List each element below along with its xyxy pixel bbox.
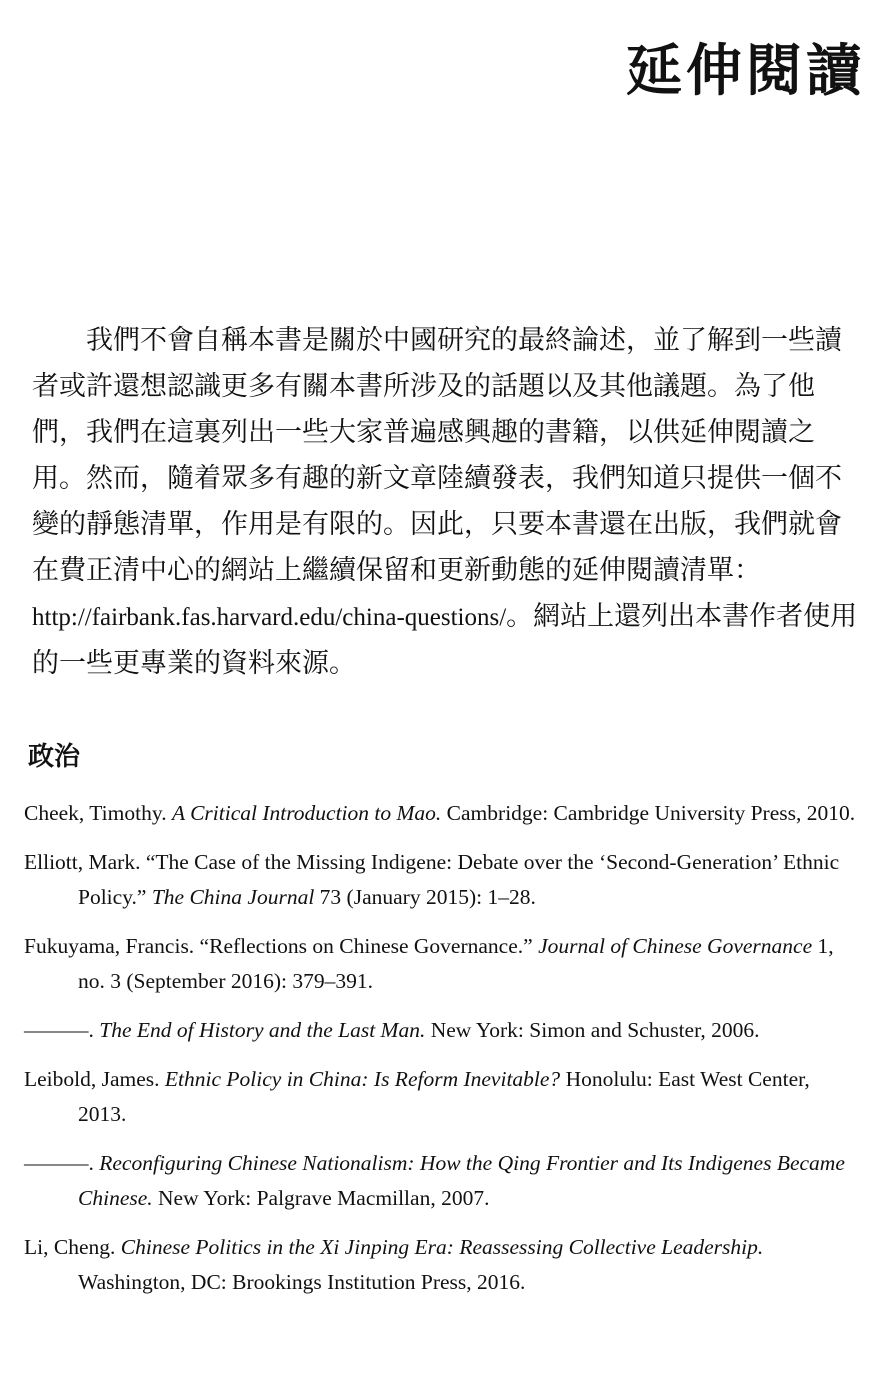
intro-text-before-url: 我們不會自稱本書是關於中國研究的最終論述，並了解到一些讀者或許還想認識更多有關本書所涉及的話題以及其他議題。為了他們，我們在這裏列出一些大家普遍感興趣的書籍，以供延伸閱讀之用。然而，隨着眾多有趣的新文章陸續發表，我們知道只提供一個不變的靜態清單，作用是有限的。因此，只要本書還在出版，我們就會在費正清中心的網站上繼續保留和更新動態的延伸閱讀清單： xyxy=(32,325,842,586)
intro-paragraph xyxy=(32,318,864,687)
reference-item xyxy=(24,845,860,915)
reference-publication: 1, no. 3 (September 2016): 379–391. xyxy=(78,934,834,993)
reference-title: Journal of Chinese Governance xyxy=(538,934,813,958)
reference-item xyxy=(24,929,860,999)
reference-author: Elliott, Mark. “The Case of the Missing Indigene: Debate over the ‘Second-Generation’ Ethnic Policy.” xyxy=(24,850,840,909)
reference-title: Reconfiguring Chinese Nationalism: How the Qing Frontier and Its Indigenes Became Chinese. xyxy=(78,1151,845,1210)
reference-publication: New York: Palgrave Macmillan, 2007. xyxy=(152,1186,490,1210)
reference-title: The China Journal xyxy=(151,885,315,909)
reference-publication: Honolulu: East West Center, 2013. xyxy=(78,1067,810,1126)
reference-publication: 73 (January 2015): 1–28. xyxy=(314,885,536,909)
intro-text-after-url: 。網站上還列出本書作者使用的一些更專業的資料來源。 xyxy=(32,601,858,679)
reference-list xyxy=(24,796,860,1314)
reference-author: ———. xyxy=(24,1018,100,1042)
reference-publication: Washington, DC: Brookings Institution Press, 2016. xyxy=(78,1270,526,1294)
reference-title: Ethnic Policy in China: Is Reform Inevitable? xyxy=(164,1067,561,1091)
website-url[interactable]: http://fairbank.fas.harvard.edu/china-questions/ xyxy=(32,604,507,631)
reference-title: The End of History and the Last Man. xyxy=(99,1018,426,1042)
reference-author: ———. xyxy=(24,1151,100,1175)
reference-author: Fukuyama, Francis. “Reflections on Chinese Governance.” xyxy=(24,934,539,958)
reference-item xyxy=(24,1062,860,1132)
reference-item xyxy=(24,1146,860,1216)
reference-item xyxy=(24,796,860,831)
reference-publication: New York: Simon and Schuster, 2006. xyxy=(425,1018,760,1042)
reference-author: Leibold, James. xyxy=(24,1067,165,1091)
page-title: 延伸閱讀 xyxy=(626,38,866,104)
reference-publication: Cambridge: Cambridge University Press, 2010. xyxy=(441,801,856,825)
section-heading-politics: 政治 xyxy=(28,742,81,772)
reference-author: Cheek, Timothy. xyxy=(24,801,172,825)
reference-title: A Critical Introduction to Mao. xyxy=(171,801,442,825)
reference-title: Chinese Politics in the Xi Jinping Era: Reassessing Collective Leadership. xyxy=(120,1235,764,1259)
reference-item xyxy=(24,1013,860,1048)
reference-item xyxy=(24,1230,860,1300)
reference-author: Li, Cheng. xyxy=(24,1235,121,1259)
